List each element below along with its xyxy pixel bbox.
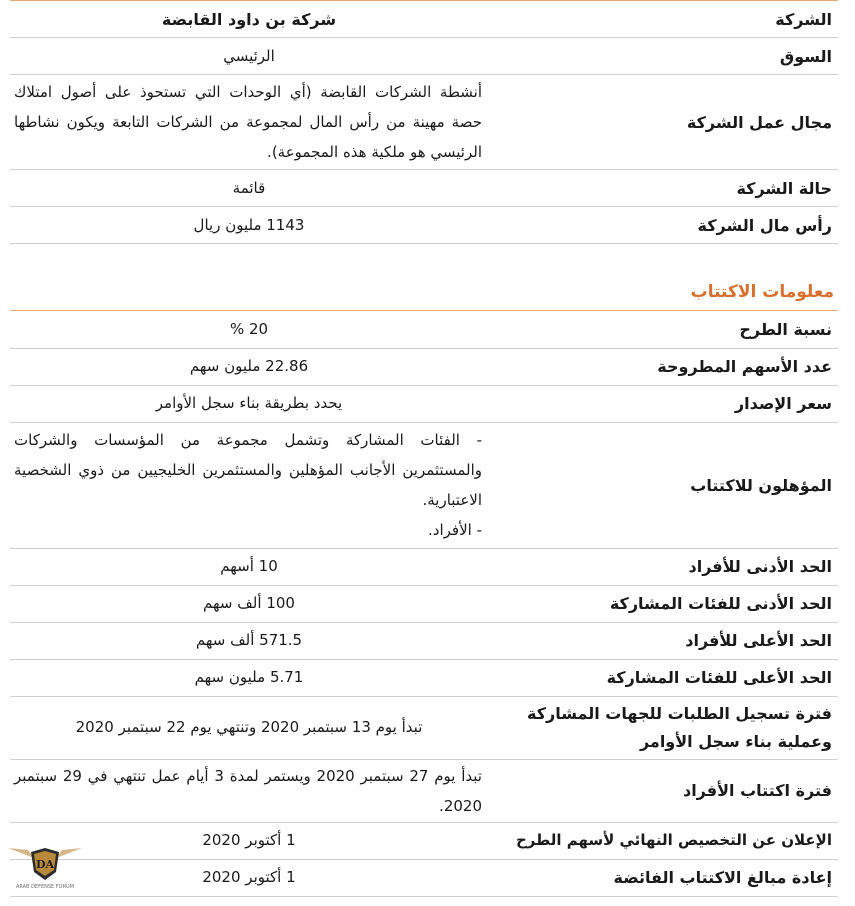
- row-value: [10, 422, 488, 548]
- row-label: إعادة مبالغ الاكتتاب الفائضة: [488, 859, 838, 896]
- row-value: 5.71 مليون سهم: [10, 659, 488, 696]
- row-value: قائمة: [10, 170, 488, 207]
- table-row: [10, 75, 838, 170]
- row-value: 10 أسهم: [10, 548, 488, 585]
- row-label: الحد الأعلى للأفراد: [488, 622, 838, 659]
- table-row: [10, 1, 838, 38]
- watermark-name: ARAB DEFENSE FORUM: [15, 884, 75, 890]
- forum-watermark-logo: [4, 838, 86, 902]
- row-value: الرئيسي: [10, 38, 488, 75]
- document: [10, 0, 838, 897]
- row-value: تبدأ يوم 27 سبتمبر 2020 ويستمر لمدة 3 أيام عمل تنتهي في 29 سبتمبر 2020.: [10, 759, 488, 822]
- row-label: الحد الأدنى للفئات المشاركة: [488, 585, 838, 622]
- table-row: [10, 659, 838, 696]
- row-value: أنشطة الشركات القابضة (أي الوحدات التي تستحوذ على أصول امتلاك حصة مهينة من رأس المال لمجموعة من الشركات التابعة ويكون نشاطها الرئيسي هو ملكية هذه المجموعة).: [10, 75, 488, 170]
- row-label: رأس مال الشركة: [488, 207, 838, 244]
- eligible-line: - الأفراد.: [428, 521, 482, 539]
- row-value: 1143 مليون ريال: [10, 207, 488, 244]
- row-value: 100 ألف سهم: [10, 585, 488, 622]
- row-label: عدد الأسهم المطروحة: [488, 348, 838, 385]
- row-value: 20 %: [10, 311, 488, 348]
- row-label: الشركة: [488, 1, 838, 38]
- eligible-line: - الفئات المشاركة وتشمل مجموعة من المؤسسات والشركات والمستثمرين الأجانب المؤهلين والمستثمرين الخليجيين من ذوي الشخصية الاعتبارية.: [14, 431, 482, 509]
- table-row: [10, 422, 838, 548]
- table-row: [10, 822, 838, 859]
- row-label: مجال عمل الشركة: [488, 75, 838, 170]
- row-value: 571.5 ألف سهم: [10, 622, 488, 659]
- row-value: 1 أكتوبر 2020: [10, 859, 488, 896]
- section-title: معلومات الاكتتاب: [10, 274, 838, 311]
- table-row: [10, 170, 838, 207]
- table-row: [10, 696, 838, 759]
- row-value: تبدأ يوم 13 سبتمبر 2020 وتنتهي يوم 22 سبتمبر 2020: [10, 696, 488, 759]
- table-row: [10, 859, 838, 896]
- company-info-table: [10, 0, 838, 244]
- table-row: [10, 348, 838, 385]
- row-label: نسبة الطرح: [488, 311, 838, 348]
- table-row: [10, 38, 838, 75]
- row-label: الإعلان عن التخصيص النهائي لأسهم الطرح: [488, 822, 838, 859]
- row-value: 22.86 مليون سهم: [10, 348, 488, 385]
- row-label: سعر الإصدار: [488, 385, 838, 422]
- watermark-initials: DA: [35, 858, 55, 871]
- row-label: الحد الأدنى للأفراد: [488, 548, 838, 585]
- row-value: يحدد بطريقة بناء سجل الأوامر: [10, 385, 488, 422]
- table-row: [10, 548, 838, 585]
- table-row: [10, 311, 838, 348]
- row-value: شركة بن داود القابضة: [10, 1, 488, 38]
- row-label: فترة اكتتاب الأفراد: [488, 759, 838, 822]
- row-value: 1 أكتوبر 2020: [10, 822, 488, 859]
- table-row: [10, 585, 838, 622]
- subscription-table: [10, 311, 838, 897]
- table-row: [10, 759, 838, 822]
- row-label: السوق: [488, 38, 838, 75]
- table-row: [10, 385, 838, 422]
- eagle-emblem-icon: [4, 838, 86, 886]
- row-label: حالة الشركة: [488, 170, 838, 207]
- table-row: [10, 622, 838, 659]
- row-label: المؤهلون للاكتتاب: [488, 422, 838, 548]
- row-label: الحد الأعلى للفئات المشاركة: [488, 659, 838, 696]
- row-label: فترة تسجيل الطلبات للجهات المشاركة وعملية بناء سجل الأوامر: [488, 696, 838, 759]
- table-row: [10, 207, 838, 244]
